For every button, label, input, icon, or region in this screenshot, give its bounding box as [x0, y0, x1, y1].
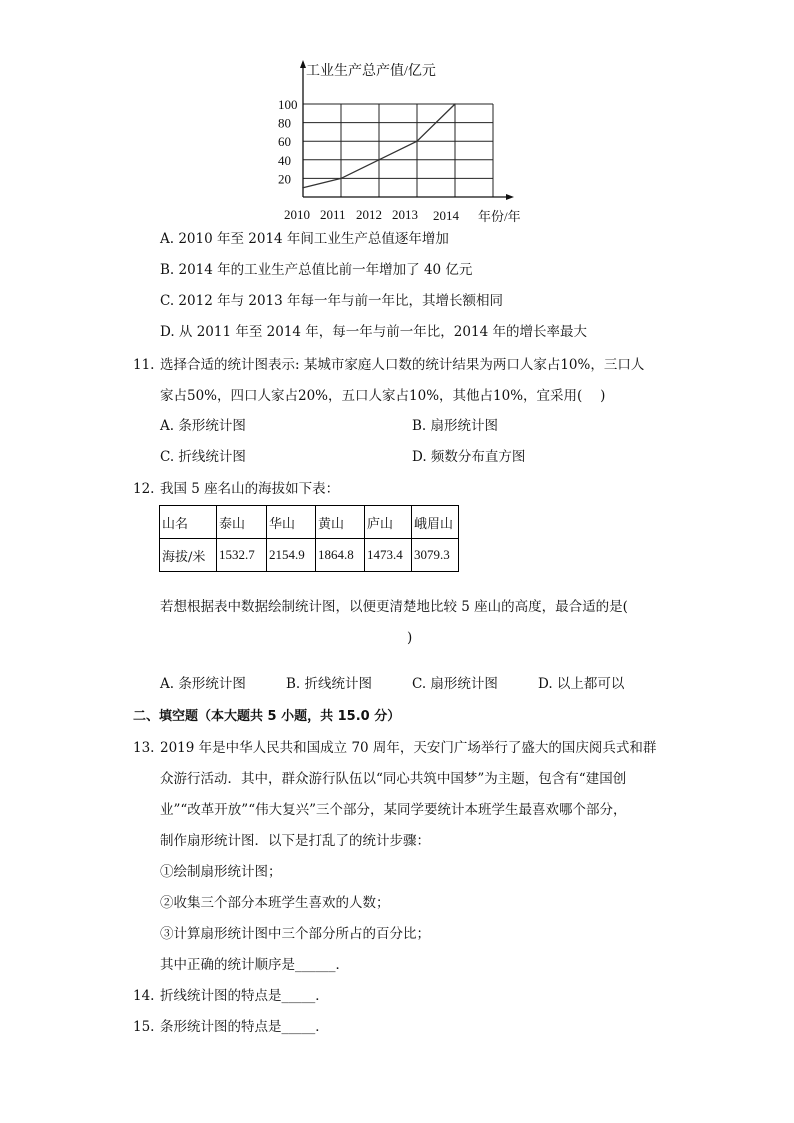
- chart-axes: [300, 60, 514, 200]
- q11-option-b: B. 扇形统计图: [412, 418, 499, 434]
- q12-question-line1: 若想根据表中数据绘制统计图，以便更清楚地比较 5 座山的高度，最合适的是(: [160, 599, 628, 615]
- q10-option-c: C. 2012 年与 2013 年每一年与前一年比，其增长额相同: [160, 293, 504, 309]
- table-cell: 1532.7: [217, 539, 267, 572]
- q13-step1: ①绘制扇形统计图；: [160, 864, 282, 880]
- y-tick-label: 100: [278, 97, 298, 112]
- q13-ask: 其中正确的统计顺序是______．: [160, 957, 349, 973]
- q11-number: 11.: [133, 357, 155, 373]
- table-row: [160, 539, 459, 572]
- y-tick-label: 60: [278, 134, 291, 150]
- y-tick-label: 40: [278, 152, 291, 168]
- q12-intro: 我国 5 座名山的海拔如下表：: [160, 481, 340, 497]
- table-row: [160, 506, 459, 539]
- q15-text: 条形统计图的特点是_____．: [160, 1019, 329, 1035]
- q10-option-d: D. 从 2011 年至 2014 年，每一年与前一年比，2014 年的增长率最大: [160, 324, 587, 340]
- q14-text: 折线统计图的特点是_____．: [160, 988, 329, 1004]
- x-tick-label: 2011: [320, 207, 346, 222]
- y-tick-labels: [278, 97, 298, 186]
- x-tick-labels: [284, 207, 460, 223]
- q13-text-line2: 众游行活动．其中，群众游行队伍以“同心共筑中国梦”为主题，包含有“建国创: [160, 771, 627, 787]
- data-point: [378, 159, 380, 161]
- y-axis-label: 工业生产总产值/亿元: [306, 64, 436, 79]
- y-tick-label: 20: [278, 171, 291, 187]
- q13-step3: ③计算扇形统计图中三个部分所占的百分比；: [160, 926, 430, 942]
- q15-number: 15.: [133, 1019, 155, 1035]
- q12-number: 12.: [133, 481, 155, 497]
- q13-text-line4: 制作扇形统计图．以下是打乱了的统计步骤：: [160, 833, 430, 849]
- table-cell: 峨眉山: [412, 506, 459, 539]
- table-cell: 海拔/米: [160, 539, 217, 572]
- x-tick-label: 2013: [392, 207, 418, 222]
- q13-text-line3: 业”“改革开放”“伟大复兴”三个部分，某同学要统计本班学生最喜欢哪个部分，: [160, 802, 627, 818]
- q10-option-a: A. 2010 年至 2014 年间工业生产总值逐年增加: [160, 231, 449, 247]
- table-cell: 泰山: [217, 506, 267, 539]
- q13-step2: ②收集三个部分本班学生喜欢的人数；: [160, 895, 390, 911]
- q11-option-d: D. 频数分布直方图: [412, 449, 526, 465]
- x-axis-arrow: [506, 194, 514, 200]
- q11-option-a: A. 条形统计图: [160, 418, 246, 434]
- table-cell: 2154.9: [267, 539, 316, 572]
- data-point: [454, 103, 456, 105]
- y-tick-label: 80: [278, 115, 291, 131]
- section-heading: 二、填空题（本大题共 5 小题，共 15.0 分）: [133, 709, 401, 724]
- q13-text-line1: 2019 年是中华人民共和国成立 70 周年，天安门广场举行了盛大的国庆阅兵式和群: [160, 740, 657, 756]
- x-tick-label: 2014: [433, 208, 459, 223]
- x-tick-label: 2012: [356, 207, 382, 222]
- q11-text-line2: 家占50%，四口人家占20%，五口人家占10%，其他占10%，宜采用( ): [160, 388, 606, 404]
- data-point: [340, 178, 342, 180]
- table-cell: 1864.8: [316, 539, 365, 572]
- q14-number: 14.: [133, 988, 155, 1004]
- q11-text-line1: 选择合适的统计图表示: 某城市家庭人口数的统计结果为两口人家占10%，三口人: [160, 357, 645, 373]
- q12-question-line2: ): [407, 630, 413, 646]
- table-cell: 1473.4: [365, 539, 412, 572]
- q12-option-a: A. 条形统计图: [160, 676, 246, 692]
- q12-option-c: C. 扇形统计图: [412, 676, 498, 692]
- x-tick-label: 2010: [284, 207, 310, 222]
- table-cell: 华山: [267, 506, 316, 539]
- x-axis-label: 年份/年: [478, 209, 521, 224]
- data-point: [416, 140, 418, 142]
- table-cell: 黄山: [316, 506, 365, 539]
- q11-option-c: C. 折线统计图: [160, 449, 246, 465]
- line-chart: [270, 52, 530, 232]
- q10-option-b: B. 2014 年的工业生产总值比前一年增加了 40 亿元: [160, 262, 473, 278]
- q13-number: 13.: [133, 740, 155, 756]
- table-cell: 庐山: [365, 506, 412, 539]
- q12-option-b: B. 折线统计图: [286, 676, 373, 692]
- table-cell: 3079.3: [412, 539, 459, 572]
- table-cell: 山名: [160, 506, 217, 539]
- data-point: [302, 187, 304, 189]
- mountain-table: [159, 505, 459, 572]
- q12-option-d: D. 以上都可以: [538, 676, 625, 692]
